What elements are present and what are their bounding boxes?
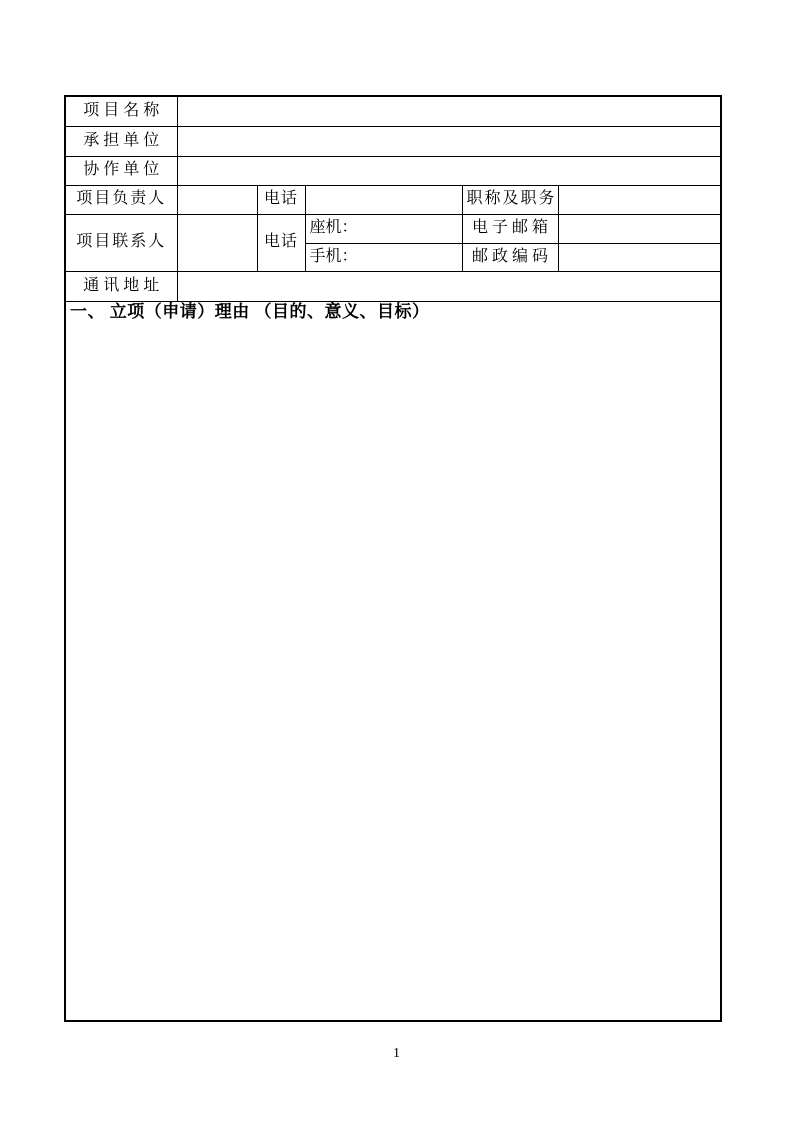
table-row (65, 156, 721, 185)
undertaker-field[interactable] (177, 126, 721, 156)
leader-label: 项目负责人 (65, 185, 177, 214)
address-field[interactable] (177, 271, 721, 301)
table-row (65, 185, 721, 214)
table-row (65, 126, 721, 156)
leader-phone-label: 电话 (257, 185, 305, 214)
title-position-label: 职称及职务 (462, 185, 558, 214)
collaborator-label: 协 作 单 位 (65, 156, 177, 185)
leader-phone-field[interactable] (305, 185, 462, 214)
contact-name-field[interactable] (177, 214, 257, 271)
project-name-field[interactable] (177, 96, 721, 126)
email-label: 电 子 邮 箱 (462, 214, 558, 243)
section1-box[interactable] (65, 301, 721, 1021)
page-number: 1 (393, 1046, 400, 1061)
section1-title: 一、 立项（申请）理由 （目的、意义、目标） (70, 301, 430, 321)
collaborator-field[interactable] (177, 156, 721, 185)
contact-label: 项目联系人 (65, 214, 177, 271)
table-row (65, 301, 721, 1021)
title-position-field[interactable] (558, 185, 721, 214)
undertaker-label: 承 担 单 位 (65, 126, 177, 156)
table-row (65, 96, 721, 126)
email-field[interactable] (558, 214, 721, 243)
contact-phone-label: 电话 (257, 214, 305, 271)
leader-name-field[interactable] (177, 185, 257, 214)
postcode-field[interactable] (558, 243, 721, 271)
application-form-table (64, 95, 722, 1022)
table-row (65, 214, 721, 243)
mobile-cell[interactable]: 手机： (305, 243, 462, 271)
address-label: 通 讯 地 址 (65, 271, 177, 301)
table-row (65, 271, 721, 301)
landline-cell[interactable]: 座机： (305, 214, 462, 243)
project-name-label: 项 目 名 称 (65, 96, 177, 126)
postcode-label: 邮 政 编 码 (462, 243, 558, 271)
